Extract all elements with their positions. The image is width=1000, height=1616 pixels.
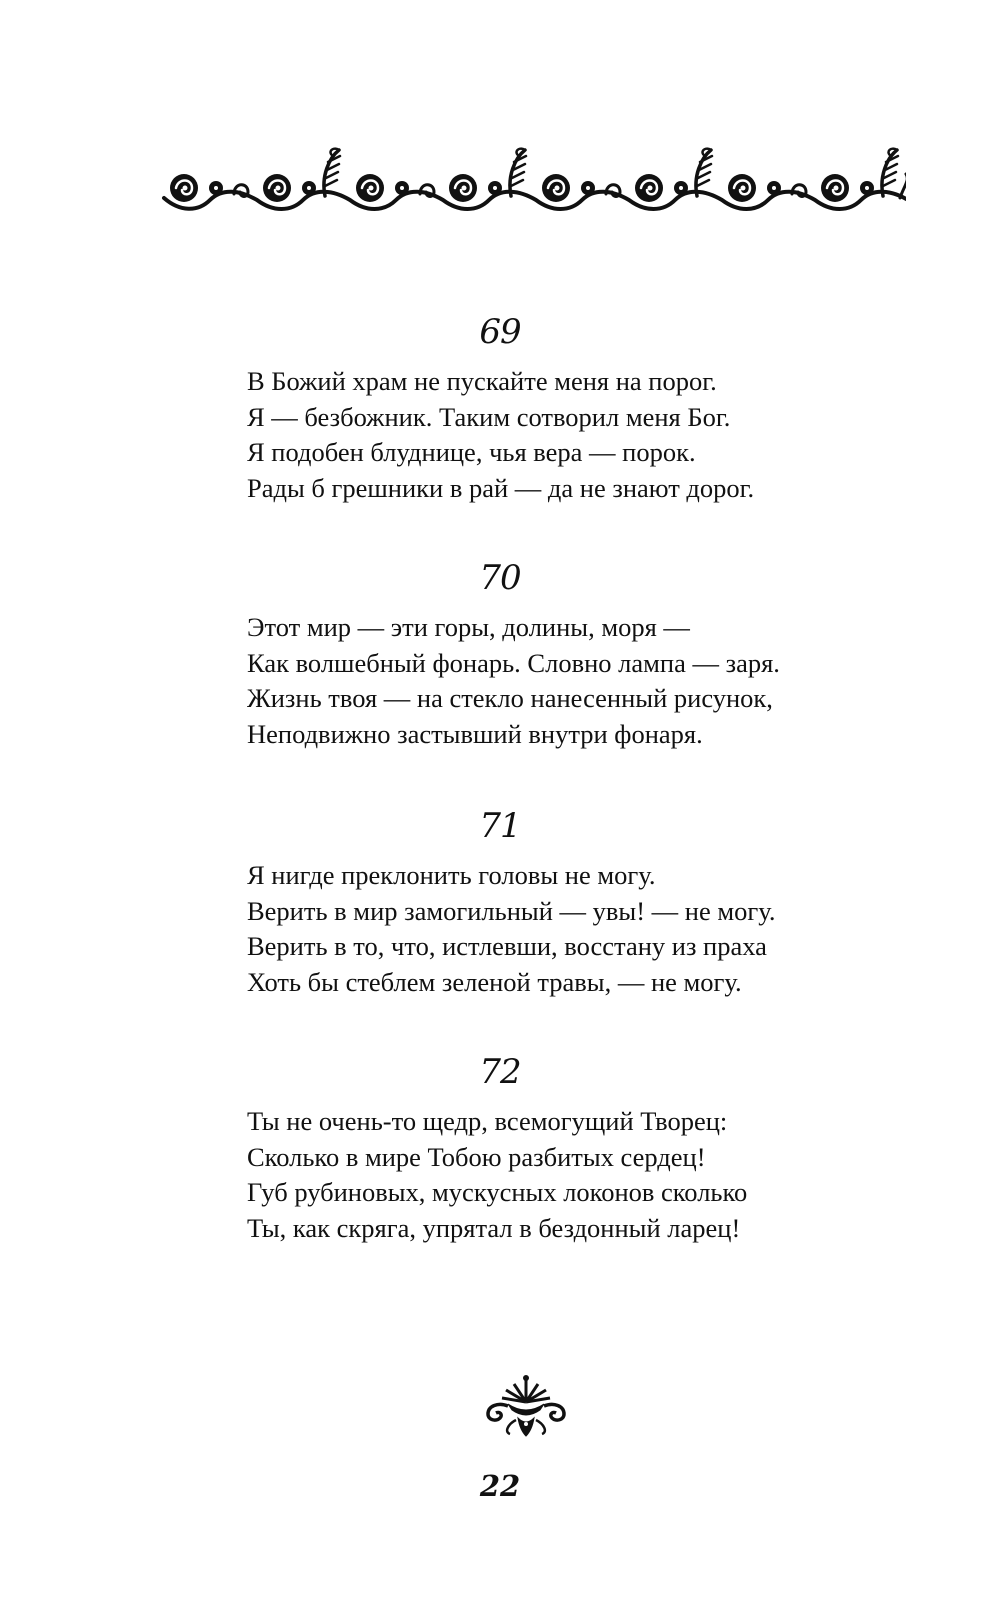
poem-line: Я подобен блуднице, чья вера — порок. xyxy=(247,437,696,467)
poem-line: Неподвижно застывший внутри фонаря. xyxy=(247,718,703,749)
stanza xyxy=(247,1104,947,1246)
poem-number: 72 xyxy=(479,1052,521,1092)
vine-scroll-border-icon xyxy=(160,146,906,226)
stanza xyxy=(247,364,947,506)
poem-line: Рады б грешники в рай — да не знают дорог. xyxy=(247,472,755,503)
poem-line: Жизнь твоя — на стекло нанесенный рисунок, xyxy=(247,683,773,713)
poem-line: Верить в мир замогильный — увы! — не могу. xyxy=(247,895,776,926)
poem-line: Этот мир — эти горы, долины, моря — xyxy=(247,612,690,642)
poem-line: Губ рубиновых, мускусных локонов сколько xyxy=(247,1177,748,1207)
palmette-fleuron-icon xyxy=(478,1372,574,1440)
poem-number: 71 xyxy=(479,806,521,846)
poem-number: 69 xyxy=(479,312,521,352)
poem-line: Сколько в мире Тобою разбитых сердец! xyxy=(247,1141,706,1172)
poem-line: Я нигде преклонить головы не могу. xyxy=(247,860,656,890)
poem-line: Я — безбожник. Таким сотворил меня Бог. xyxy=(247,401,731,432)
poem-line: Ты не очень-то щедр, всемогущий Творец: xyxy=(247,1106,728,1136)
poem-line: Как волшебный фонарь. Словно лампа — заря. xyxy=(247,647,780,678)
poem-number: 70 xyxy=(479,558,521,598)
poem-line: Хоть бы стеблем зеленой травы, — не могу. xyxy=(247,966,742,997)
poem-line: Верить в то, что, истлевши, восстану из праха xyxy=(247,931,767,961)
poem-line: Ты, как скряга, упрятал в бездонный ларец! xyxy=(247,1212,741,1243)
poem-line: В Божий храм не пускайте меня на порог. xyxy=(247,366,717,396)
stanza xyxy=(247,858,947,1000)
page-number: 22 xyxy=(479,1469,521,1503)
stanza xyxy=(247,610,947,752)
